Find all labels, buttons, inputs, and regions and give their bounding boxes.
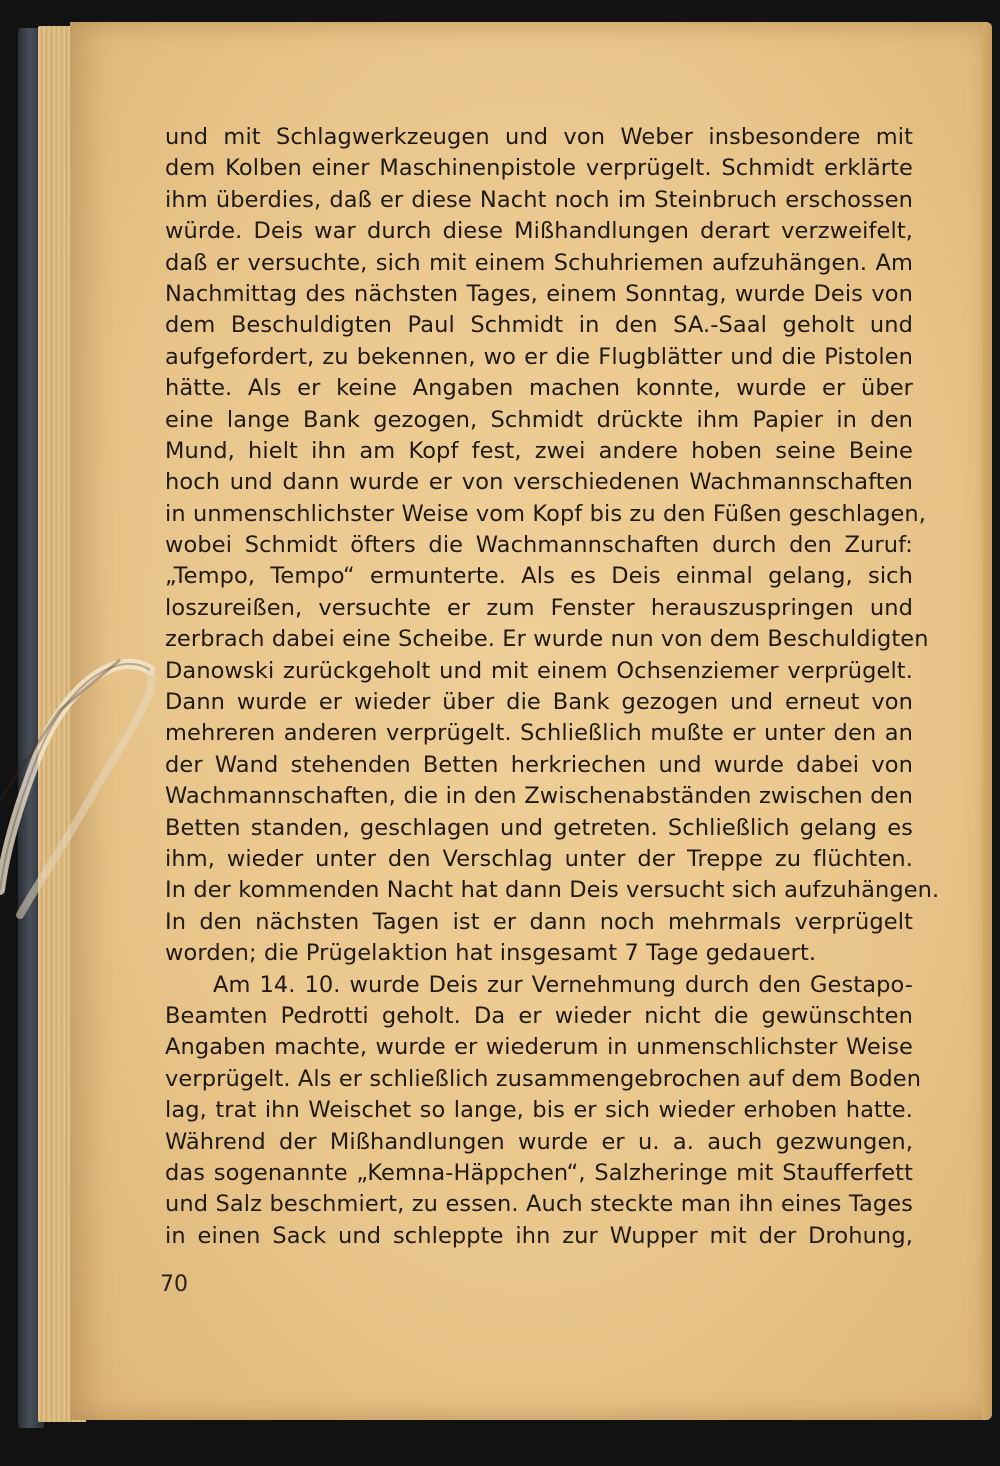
glass-clip (0, 640, 180, 920)
text-line: In den nächsten Tagen ist er dann noch mehrmals verprügelt (165, 908, 913, 935)
text-line: Nachmittag des nächsten Tages, einem Sonntag, wurde Deis von (165, 280, 913, 307)
text-line: Angaben machte, wurde er wiederum in unmenschlichster Weise (165, 1034, 913, 1061)
text-line: Dann wurde er wieder über die Bank gezogen und erneut von (165, 689, 913, 716)
text-line: lag, trat ihn Weischet so lange, bis er sich wieder erhoben hatte. (165, 1097, 913, 1124)
text-line: das sogenannte „Kemna-Häppchen“, Salzheringe mit Staufferfett (165, 1159, 913, 1186)
text-line: loszureißen, versuchte er zum Fenster herauszuspringen und (165, 594, 913, 621)
text-line: worden; die Prügelaktion hat insgesamt 7 Tage gedauert. (165, 940, 817, 967)
text-line: wobei Schmidt öfters die Wachmannschaften durch den Zuruf: (165, 532, 913, 559)
text-line: dem Kolben einer Maschinenpistole verprügelt. Schmidt erklärte (165, 155, 913, 182)
text-line: und mit Schlagwerkzeugen und von Weber insbesondere mit (165, 124, 913, 150)
text-line: ihm, wieder unter den Verschlag unter der Treppe zu flüchten. (165, 845, 913, 872)
text-line: hätte. Als er keine Angaben machen konnte, wurde er über (165, 375, 913, 402)
text-line: Am 14. 10. wurde Deis zur Vernehmung durch den Gestapo- (213, 971, 913, 998)
text-line: in einen Sack und schleppte ihn zur Wupper mit der Drohung, (165, 1222, 913, 1249)
text-line: hoch und dann wurde er von verschiedenen Wachmannschaften (165, 469, 913, 496)
text-line: eine lange Bank gezogen, Schmidt drückte ihm Papier in den (165, 406, 913, 433)
page-right-edge (982, 22, 992, 1420)
text-line: Danowski zurückgeholt und mit einem Ochsenziemer verprügelt. (165, 657, 913, 684)
text-line: mehreren anderen verprügelt. Schließlich mußte er unter den an (165, 720, 913, 747)
text-line: Während der Mißhandlungen wurde er u. a. auch gezwungen, (165, 1128, 913, 1155)
text-line: „Tempo, Tempo“ ermunterte. Als es Deis einmal gelang, sich (165, 563, 913, 590)
text-line: daß er versuchte, sich mit einem Schuhriemen aufzuhängen. Am (165, 249, 913, 276)
text-line: der Wand stehenden Betten herkriechen und wurde dabei von (165, 751, 913, 778)
body-text (165, 122, 940, 1252)
page-number: 70 (160, 1272, 188, 1297)
text-line: Wachmannschaften, die in den Zwischenabständen zwischen den (165, 783, 913, 810)
text-line: aufgefordert, zu bekennen, wo er die Flugblätter und die Pistolen (165, 343, 913, 370)
text-line: zerbrach dabei eine Scheibe. Er wurde nun von dem Beschuldigten (165, 626, 929, 653)
text-line: Mund, hielt ihn am Kopf fest, zwei andere hoben seine Beine (165, 437, 913, 464)
text-line: verprügelt. Als er schließlich zusammengebrochen auf dem Boden (165, 1065, 922, 1092)
text-line: dem Beschuldigten Paul Schmidt in den SA.-Saal geholt und (165, 312, 913, 339)
text-line: Beamten Pedrotti geholt. Da er wieder nicht die gewünschten (165, 1002, 913, 1029)
text-line: In der kommenden Nacht hat dann Deis versucht sich aufzuhängen. (165, 877, 940, 904)
text-line: ihm überdies, daß er diese Nacht noch im Steinbruch erschossen (165, 186, 913, 213)
text-line: in unmenschlichster Weise vom Kopf bis zu den Füßen geschlagen, (165, 500, 927, 527)
text-line: Betten standen, geschlagen und getreten. Schließlich gelang es (165, 814, 913, 841)
text-line: und Salz beschmiert, zu essen. Auch steckte man ihn eines Tages (165, 1191, 913, 1218)
text-line: würde. Deis war durch diese Mißhandlungen derart verzweifelt, (165, 218, 913, 245)
